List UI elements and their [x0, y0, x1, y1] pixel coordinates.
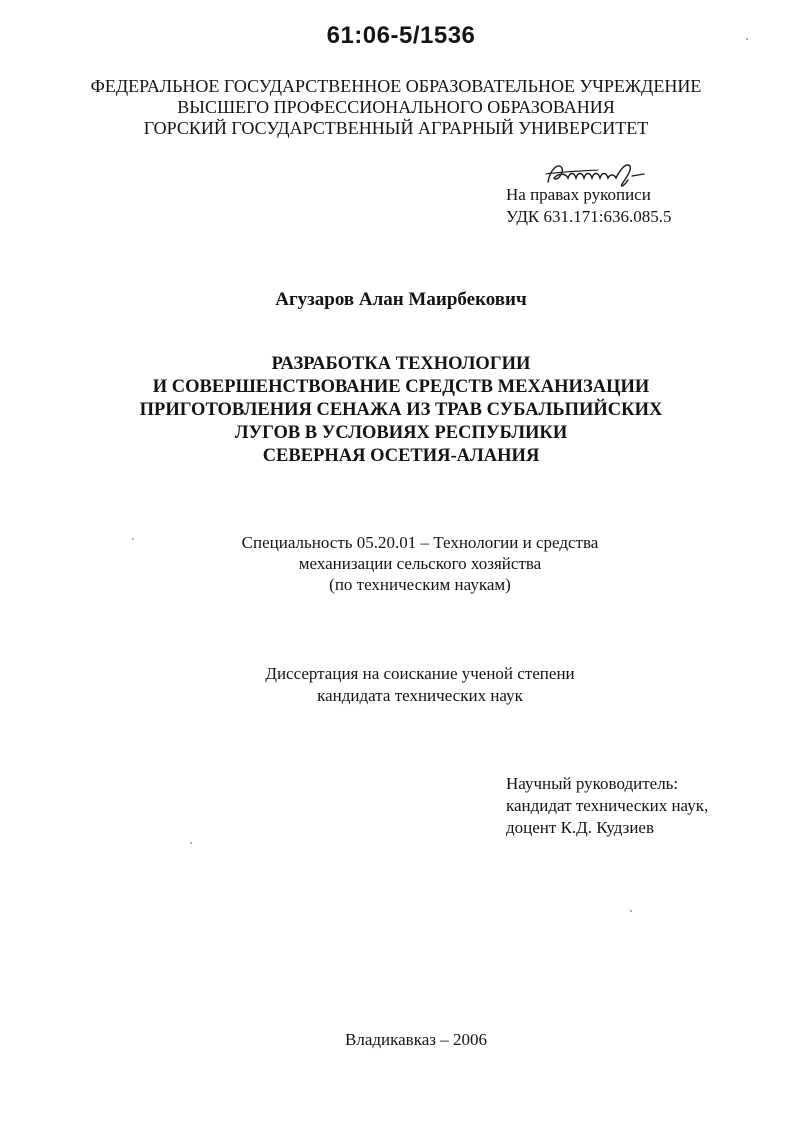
title-line: РАЗРАБОТКА ТЕХНОЛОГИИ [271, 354, 531, 374]
rights-label: На правах рукописи [506, 185, 651, 204]
title-line: ПРИГОТОВЛЕНИЯ СЕНАЖА ИЗ ТРАВ СУБАЛЬПИЙСКИХ [139, 400, 663, 420]
degree-block [0, 663, 792, 707]
author-name: Агузаров Алан Маирбекович [275, 289, 527, 310]
institution-line: ВЫСШЕГО ПРОФЕССИОНАЛЬНОГО ОБРАЗОВАНИЯ [177, 97, 615, 117]
scan-speck [746, 38, 748, 40]
specialty-line: (по техническим наукам) [329, 575, 511, 594]
specialty-line: механизации сельского хозяйства [298, 554, 542, 573]
scan-speck [630, 910, 632, 912]
city-year: Владикавказ – 2006 [345, 1030, 487, 1049]
institution-line: ФЕДЕРАЛЬНОЕ ГОСУДАРСТВЕННОЕ ОБРАЗОВАТЕЛЬНОЕ УЧРЕЖДЕНИЕ [90, 76, 702, 96]
title-line: ЛУГОВ В УСЛОВИЯХ РЕСПУБЛИКИ [234, 423, 568, 443]
supervisor-line: Научный руководитель: [506, 774, 679, 793]
scan-speck [132, 538, 134, 540]
title-line: СЕВЕРНАЯ ОСЕТИЯ-АЛАНИЯ [262, 446, 540, 466]
degree-line: кандидата технических наук [317, 686, 523, 705]
degree-line: Диссертация на соискание ученой степени [265, 664, 575, 683]
specialty-block [0, 532, 792, 595]
title-line: И СОВЕРШЕНСТВОВАНИЕ СРЕДСТВ МЕХАНИЗАЦИИ [152, 377, 650, 397]
udc-code: УДК 631.171:636.085.5 [506, 207, 672, 226]
archive-code: 61:06-5/1536 [326, 22, 476, 49]
institution-header [0, 76, 792, 139]
supervisor-block [506, 773, 708, 839]
scan-speck [190, 842, 192, 844]
institution-line: ГОРСКИЙ ГОСУДАРСТВЕННЫЙ АГРАРНЫЙ УНИВЕРСИТЕТ [143, 118, 649, 138]
manuscript-rights [506, 184, 671, 228]
specialty-line: Специальность 05.20.01 – Технологии и средства [241, 533, 599, 552]
supervisor-line: доцент К.Д. Кудзиев [506, 818, 654, 837]
supervisor-line: кандидат технических наук, [506, 796, 709, 815]
dissertation-title [0, 353, 792, 468]
